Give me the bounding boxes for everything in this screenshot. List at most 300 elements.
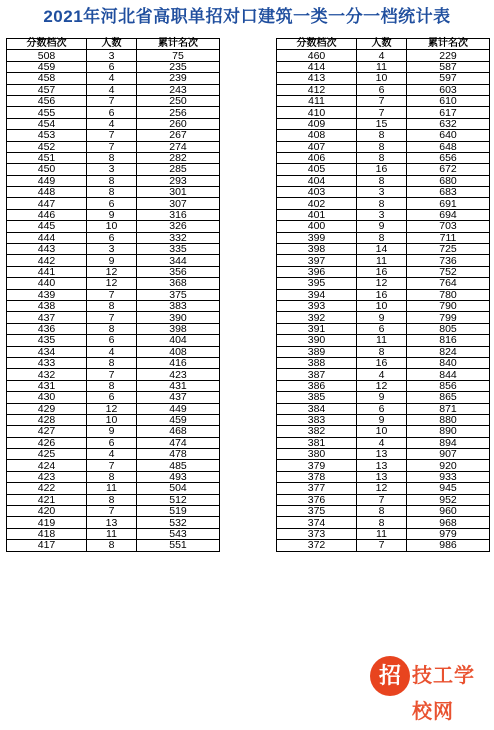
table-row bbox=[277, 164, 490, 175]
cell-rank: 780 bbox=[407, 289, 490, 300]
cell-rank: 603 bbox=[407, 84, 490, 95]
header-rank: 累计名次 bbox=[137, 39, 220, 50]
cell-rank: 865 bbox=[407, 392, 490, 403]
cell-count: 13 bbox=[357, 460, 407, 471]
cell-score: 447 bbox=[7, 198, 87, 209]
cell-score: 425 bbox=[7, 449, 87, 460]
table-row bbox=[7, 346, 220, 357]
cell-score: 399 bbox=[277, 232, 357, 243]
cell-rank: 416 bbox=[137, 357, 220, 368]
cell-count: 8 bbox=[357, 232, 407, 243]
cell-rank: 551 bbox=[137, 540, 220, 551]
cell-rank: 504 bbox=[137, 483, 220, 494]
table-row bbox=[277, 506, 490, 517]
cell-rank: 307 bbox=[137, 198, 220, 209]
cell-count: 7 bbox=[87, 506, 137, 517]
header-score: 分数档次 bbox=[7, 39, 87, 50]
cell-score: 451 bbox=[7, 152, 87, 163]
cell-rank: 256 bbox=[137, 107, 220, 118]
table-row bbox=[277, 152, 490, 163]
cell-rank: 844 bbox=[407, 369, 490, 380]
table-row bbox=[277, 221, 490, 232]
table-row bbox=[277, 335, 490, 346]
cell-count: 9 bbox=[357, 414, 407, 425]
cell-rank: 301 bbox=[137, 187, 220, 198]
cell-count: 7 bbox=[357, 494, 407, 505]
table-row bbox=[277, 118, 490, 129]
cell-score: 390 bbox=[277, 335, 357, 346]
cell-count: 7 bbox=[87, 289, 137, 300]
cell-score: 375 bbox=[277, 506, 357, 517]
cell-rank: 344 bbox=[137, 255, 220, 266]
cell-rank: 968 bbox=[407, 517, 490, 528]
cell-score: 391 bbox=[277, 323, 357, 334]
table-row bbox=[7, 392, 220, 403]
cell-score: 387 bbox=[277, 369, 357, 380]
cell-score: 382 bbox=[277, 426, 357, 437]
cell-score: 386 bbox=[277, 380, 357, 391]
cell-score: 418 bbox=[7, 528, 87, 539]
table-row bbox=[7, 494, 220, 505]
cell-score: 422 bbox=[7, 483, 87, 494]
cell-count: 4 bbox=[87, 346, 137, 357]
table-row bbox=[277, 141, 490, 152]
cell-rank: 75 bbox=[137, 50, 220, 61]
table-row bbox=[277, 357, 490, 368]
cell-count: 11 bbox=[357, 528, 407, 539]
table-row bbox=[277, 107, 490, 118]
cell-count: 10 bbox=[87, 221, 137, 232]
cell-score: 378 bbox=[277, 471, 357, 482]
header-rank: 累计名次 bbox=[407, 39, 490, 50]
cell-score: 413 bbox=[277, 73, 357, 84]
cell-count: 3 bbox=[357, 187, 407, 198]
table-row bbox=[7, 198, 220, 209]
cell-score: 431 bbox=[7, 380, 87, 391]
cell-count: 16 bbox=[357, 289, 407, 300]
cell-score: 377 bbox=[277, 483, 357, 494]
table-row bbox=[7, 471, 220, 482]
cell-rank: 799 bbox=[407, 312, 490, 323]
table-header-row bbox=[277, 39, 490, 50]
table-row bbox=[277, 278, 490, 289]
cell-score: 441 bbox=[7, 266, 87, 277]
cell-count: 8 bbox=[357, 198, 407, 209]
cell-score: 407 bbox=[277, 141, 357, 152]
cell-count: 12 bbox=[357, 278, 407, 289]
table-row bbox=[7, 289, 220, 300]
cell-count: 6 bbox=[87, 437, 137, 448]
cell-score: 379 bbox=[277, 460, 357, 471]
cell-count: 8 bbox=[87, 494, 137, 505]
cell-rank: 672 bbox=[407, 164, 490, 175]
table-row bbox=[277, 414, 490, 425]
table-row bbox=[7, 141, 220, 152]
cell-rank: 474 bbox=[137, 437, 220, 448]
cell-count: 7 bbox=[87, 95, 137, 106]
cell-count: 9 bbox=[87, 255, 137, 266]
cell-rank: 725 bbox=[407, 244, 490, 255]
cell-score: 374 bbox=[277, 517, 357, 528]
cell-score: 381 bbox=[277, 437, 357, 448]
table-row bbox=[277, 483, 490, 494]
cell-count: 8 bbox=[87, 300, 137, 311]
cell-score: 423 bbox=[7, 471, 87, 482]
cell-rank: 880 bbox=[407, 414, 490, 425]
table-row bbox=[277, 437, 490, 448]
cell-score: 434 bbox=[7, 346, 87, 357]
cell-count: 3 bbox=[87, 244, 137, 255]
cell-count: 6 bbox=[357, 84, 407, 95]
cell-score: 449 bbox=[7, 175, 87, 186]
table-row bbox=[7, 506, 220, 517]
cell-score: 393 bbox=[277, 300, 357, 311]
cell-count: 10 bbox=[357, 426, 407, 437]
cell-score: 403 bbox=[277, 187, 357, 198]
cell-count: 11 bbox=[357, 255, 407, 266]
cell-score: 412 bbox=[277, 84, 357, 95]
cell-score: 373 bbox=[277, 528, 357, 539]
cell-count: 13 bbox=[357, 471, 407, 482]
table-row bbox=[277, 266, 490, 277]
cell-count: 10 bbox=[87, 414, 137, 425]
cell-count: 6 bbox=[87, 232, 137, 243]
cell-count: 8 bbox=[357, 130, 407, 141]
cell-count: 15 bbox=[357, 118, 407, 129]
cell-score: 395 bbox=[277, 278, 357, 289]
table-row bbox=[277, 312, 490, 323]
cell-rank: 260 bbox=[137, 118, 220, 129]
cell-count: 9 bbox=[357, 392, 407, 403]
table-row bbox=[7, 255, 220, 266]
cell-rank: 979 bbox=[407, 528, 490, 539]
cell-score: 400 bbox=[277, 221, 357, 232]
cell-score: 392 bbox=[277, 312, 357, 323]
cell-rank: 449 bbox=[137, 403, 220, 414]
cell-rank: 437 bbox=[137, 392, 220, 403]
cell-rank: 790 bbox=[407, 300, 490, 311]
table-row bbox=[7, 528, 220, 539]
cell-score: 430 bbox=[7, 392, 87, 403]
cell-rank: 683 bbox=[407, 187, 490, 198]
cell-score: 450 bbox=[7, 164, 87, 175]
header-score: 分数档次 bbox=[277, 39, 357, 50]
cell-rank: 632 bbox=[407, 118, 490, 129]
cell-count: 12 bbox=[87, 266, 137, 277]
cell-count: 7 bbox=[87, 130, 137, 141]
cell-rank: 945 bbox=[407, 483, 490, 494]
table-row bbox=[7, 221, 220, 232]
cell-count: 8 bbox=[357, 175, 407, 186]
cell-rank: 986 bbox=[407, 540, 490, 551]
cell-count: 7 bbox=[87, 460, 137, 471]
cell-rank: 543 bbox=[137, 528, 220, 539]
cell-score: 397 bbox=[277, 255, 357, 266]
cell-rank: 478 bbox=[137, 449, 220, 460]
cell-count: 16 bbox=[357, 164, 407, 175]
cell-rank: 952 bbox=[407, 494, 490, 505]
table-row bbox=[7, 107, 220, 118]
cell-score: 394 bbox=[277, 289, 357, 300]
table-row bbox=[7, 414, 220, 425]
cell-count: 3 bbox=[357, 209, 407, 220]
table-row bbox=[277, 244, 490, 255]
table-row bbox=[277, 403, 490, 414]
score-table-right bbox=[276, 38, 490, 552]
cell-rank: 610 bbox=[407, 95, 490, 106]
cell-score: 404 bbox=[277, 175, 357, 186]
cell-count: 9 bbox=[87, 209, 137, 220]
cell-rank: 375 bbox=[137, 289, 220, 300]
table-row bbox=[277, 232, 490, 243]
table-row bbox=[7, 335, 220, 346]
cell-rank: 468 bbox=[137, 426, 220, 437]
table-row bbox=[7, 403, 220, 414]
table-row bbox=[7, 95, 220, 106]
cell-score: 388 bbox=[277, 357, 357, 368]
cell-rank: 493 bbox=[137, 471, 220, 482]
cell-score: 453 bbox=[7, 130, 87, 141]
table-row bbox=[277, 494, 490, 505]
cell-count: 8 bbox=[357, 517, 407, 528]
cell-count: 8 bbox=[357, 506, 407, 517]
cell-count: 12 bbox=[87, 403, 137, 414]
cell-score: 428 bbox=[7, 414, 87, 425]
cell-rank: 764 bbox=[407, 278, 490, 289]
score-table-left bbox=[6, 38, 220, 552]
cell-count: 13 bbox=[357, 449, 407, 460]
cell-score: 432 bbox=[7, 369, 87, 380]
cell-count: 11 bbox=[87, 528, 137, 539]
cell-score: 419 bbox=[7, 517, 87, 528]
cell-count: 12 bbox=[357, 380, 407, 391]
cell-count: 6 bbox=[87, 61, 137, 72]
cell-score: 408 bbox=[277, 130, 357, 141]
cell-score: 458 bbox=[7, 73, 87, 84]
cell-score: 406 bbox=[277, 152, 357, 163]
cell-score: 385 bbox=[277, 392, 357, 403]
cell-count: 4 bbox=[357, 369, 407, 380]
cell-score: 401 bbox=[277, 209, 357, 220]
table-row bbox=[277, 187, 490, 198]
cell-score: 446 bbox=[7, 209, 87, 220]
cell-score: 456 bbox=[7, 95, 87, 106]
cell-count: 4 bbox=[357, 437, 407, 448]
cell-score: 421 bbox=[7, 494, 87, 505]
table-row bbox=[7, 369, 220, 380]
cell-score: 409 bbox=[277, 118, 357, 129]
cell-count: 10 bbox=[357, 73, 407, 84]
cell-count: 9 bbox=[357, 312, 407, 323]
cell-count: 4 bbox=[87, 84, 137, 95]
cell-score: 448 bbox=[7, 187, 87, 198]
cell-rank: 431 bbox=[137, 380, 220, 391]
table-row bbox=[277, 73, 490, 84]
table-row bbox=[277, 175, 490, 186]
table-row bbox=[277, 289, 490, 300]
cell-score: 380 bbox=[277, 449, 357, 460]
cell-count: 7 bbox=[87, 312, 137, 323]
page-title: 2021年河北省高职单招对口建筑一类一分一档统计表 bbox=[43, 7, 451, 26]
cell-count: 16 bbox=[357, 357, 407, 368]
cell-rank: 285 bbox=[137, 164, 220, 175]
cell-rank: 617 bbox=[407, 107, 490, 118]
cell-count: 6 bbox=[357, 403, 407, 414]
cell-score: 384 bbox=[277, 403, 357, 414]
cell-score: 398 bbox=[277, 244, 357, 255]
cell-rank: 267 bbox=[137, 130, 220, 141]
cell-rank: 890 bbox=[407, 426, 490, 437]
cell-score: 442 bbox=[7, 255, 87, 266]
cell-count: 7 bbox=[87, 141, 137, 152]
table-row bbox=[7, 540, 220, 551]
table-row bbox=[277, 392, 490, 403]
table-header-row bbox=[7, 39, 220, 50]
table-row bbox=[7, 61, 220, 72]
cell-score: 396 bbox=[277, 266, 357, 277]
table-row bbox=[277, 255, 490, 266]
cell-count: 8 bbox=[357, 152, 407, 163]
cell-rank: 933 bbox=[407, 471, 490, 482]
table-row bbox=[277, 449, 490, 460]
cell-score: 439 bbox=[7, 289, 87, 300]
cell-rank: 404 bbox=[137, 335, 220, 346]
cell-count: 9 bbox=[87, 426, 137, 437]
table-row bbox=[277, 460, 490, 471]
header-count: 人数 bbox=[357, 39, 407, 50]
cell-rank: 383 bbox=[137, 300, 220, 311]
table-row bbox=[277, 369, 490, 380]
cell-count: 3 bbox=[87, 164, 137, 175]
table-row bbox=[277, 323, 490, 334]
table-row bbox=[277, 540, 490, 551]
cell-rank: 235 bbox=[137, 61, 220, 72]
cell-count: 12 bbox=[357, 483, 407, 494]
cell-count: 6 bbox=[87, 392, 137, 403]
cell-rank: 920 bbox=[407, 460, 490, 471]
cell-count: 11 bbox=[87, 483, 137, 494]
cell-score: 455 bbox=[7, 107, 87, 118]
table-row bbox=[277, 61, 490, 72]
table-row bbox=[7, 164, 220, 175]
cell-count: 4 bbox=[87, 73, 137, 84]
cell-count: 8 bbox=[357, 141, 407, 152]
cell-score: 457 bbox=[7, 84, 87, 95]
cell-score: 405 bbox=[277, 164, 357, 175]
cell-rank: 694 bbox=[407, 209, 490, 220]
table-row bbox=[7, 175, 220, 186]
cell-score: 420 bbox=[7, 506, 87, 517]
cell-count: 16 bbox=[357, 266, 407, 277]
cell-rank: 398 bbox=[137, 323, 220, 334]
cell-count: 6 bbox=[87, 335, 137, 346]
cell-rank: 485 bbox=[137, 460, 220, 471]
table-row bbox=[277, 95, 490, 106]
cell-rank: 512 bbox=[137, 494, 220, 505]
header-count: 人数 bbox=[87, 39, 137, 50]
table-row bbox=[277, 198, 490, 209]
cell-rank: 894 bbox=[407, 437, 490, 448]
cell-rank: 736 bbox=[407, 255, 490, 266]
cell-count: 4 bbox=[87, 118, 137, 129]
table-row bbox=[277, 209, 490, 220]
table-row bbox=[7, 437, 220, 448]
cell-rank: 587 bbox=[407, 61, 490, 72]
cell-score: 383 bbox=[277, 414, 357, 425]
cell-rank: 816 bbox=[407, 335, 490, 346]
cell-rank: 648 bbox=[407, 141, 490, 152]
cell-score: 427 bbox=[7, 426, 87, 437]
cell-score: 437 bbox=[7, 312, 87, 323]
cell-rank: 356 bbox=[137, 266, 220, 277]
cell-count: 3 bbox=[87, 50, 137, 61]
cell-count: 7 bbox=[357, 540, 407, 551]
cell-score: 410 bbox=[277, 107, 357, 118]
cell-score: 438 bbox=[7, 300, 87, 311]
table-row bbox=[7, 266, 220, 277]
table-row bbox=[277, 380, 490, 391]
cell-score: 435 bbox=[7, 335, 87, 346]
table-row bbox=[277, 300, 490, 311]
cell-count: 4 bbox=[357, 50, 407, 61]
table-row bbox=[277, 130, 490, 141]
cell-rank: 597 bbox=[407, 73, 490, 84]
cell-count: 7 bbox=[357, 107, 407, 118]
cell-count: 11 bbox=[357, 335, 407, 346]
cell-rank: 250 bbox=[137, 95, 220, 106]
cell-rank: 282 bbox=[137, 152, 220, 163]
cell-count: 8 bbox=[87, 357, 137, 368]
cell-rank: 408 bbox=[137, 346, 220, 357]
cell-count: 8 bbox=[87, 380, 137, 391]
cell-count: 8 bbox=[87, 175, 137, 186]
cell-score: 389 bbox=[277, 346, 357, 357]
cell-rank: 423 bbox=[137, 369, 220, 380]
cell-count: 6 bbox=[87, 198, 137, 209]
cell-score: 452 bbox=[7, 141, 87, 152]
cell-rank: 532 bbox=[137, 517, 220, 528]
cell-rank: 316 bbox=[137, 209, 220, 220]
cell-count: 8 bbox=[87, 187, 137, 198]
table-row bbox=[7, 449, 220, 460]
cell-count: 14 bbox=[357, 244, 407, 255]
cell-count: 8 bbox=[87, 152, 137, 163]
cell-score: 429 bbox=[7, 403, 87, 414]
cell-rank: 239 bbox=[137, 73, 220, 84]
table-row bbox=[7, 357, 220, 368]
cell-count: 7 bbox=[87, 369, 137, 380]
cell-rank: 703 bbox=[407, 221, 490, 232]
cell-score: 460 bbox=[277, 50, 357, 61]
table-row bbox=[7, 483, 220, 494]
table-row bbox=[277, 346, 490, 357]
cell-rank: 871 bbox=[407, 403, 490, 414]
cell-count: 13 bbox=[87, 517, 137, 528]
cell-rank: 907 bbox=[407, 449, 490, 460]
cell-count: 8 bbox=[357, 346, 407, 357]
cell-rank: 229 bbox=[407, 50, 490, 61]
cell-score: 372 bbox=[277, 540, 357, 551]
table-row bbox=[7, 209, 220, 220]
cell-score: 376 bbox=[277, 494, 357, 505]
cell-rank: 824 bbox=[407, 346, 490, 357]
cell-score: 424 bbox=[7, 460, 87, 471]
table-row bbox=[7, 118, 220, 129]
cell-rank: 368 bbox=[137, 278, 220, 289]
table-row bbox=[7, 380, 220, 391]
cell-rank: 293 bbox=[137, 175, 220, 186]
cell-rank: 459 bbox=[137, 414, 220, 425]
